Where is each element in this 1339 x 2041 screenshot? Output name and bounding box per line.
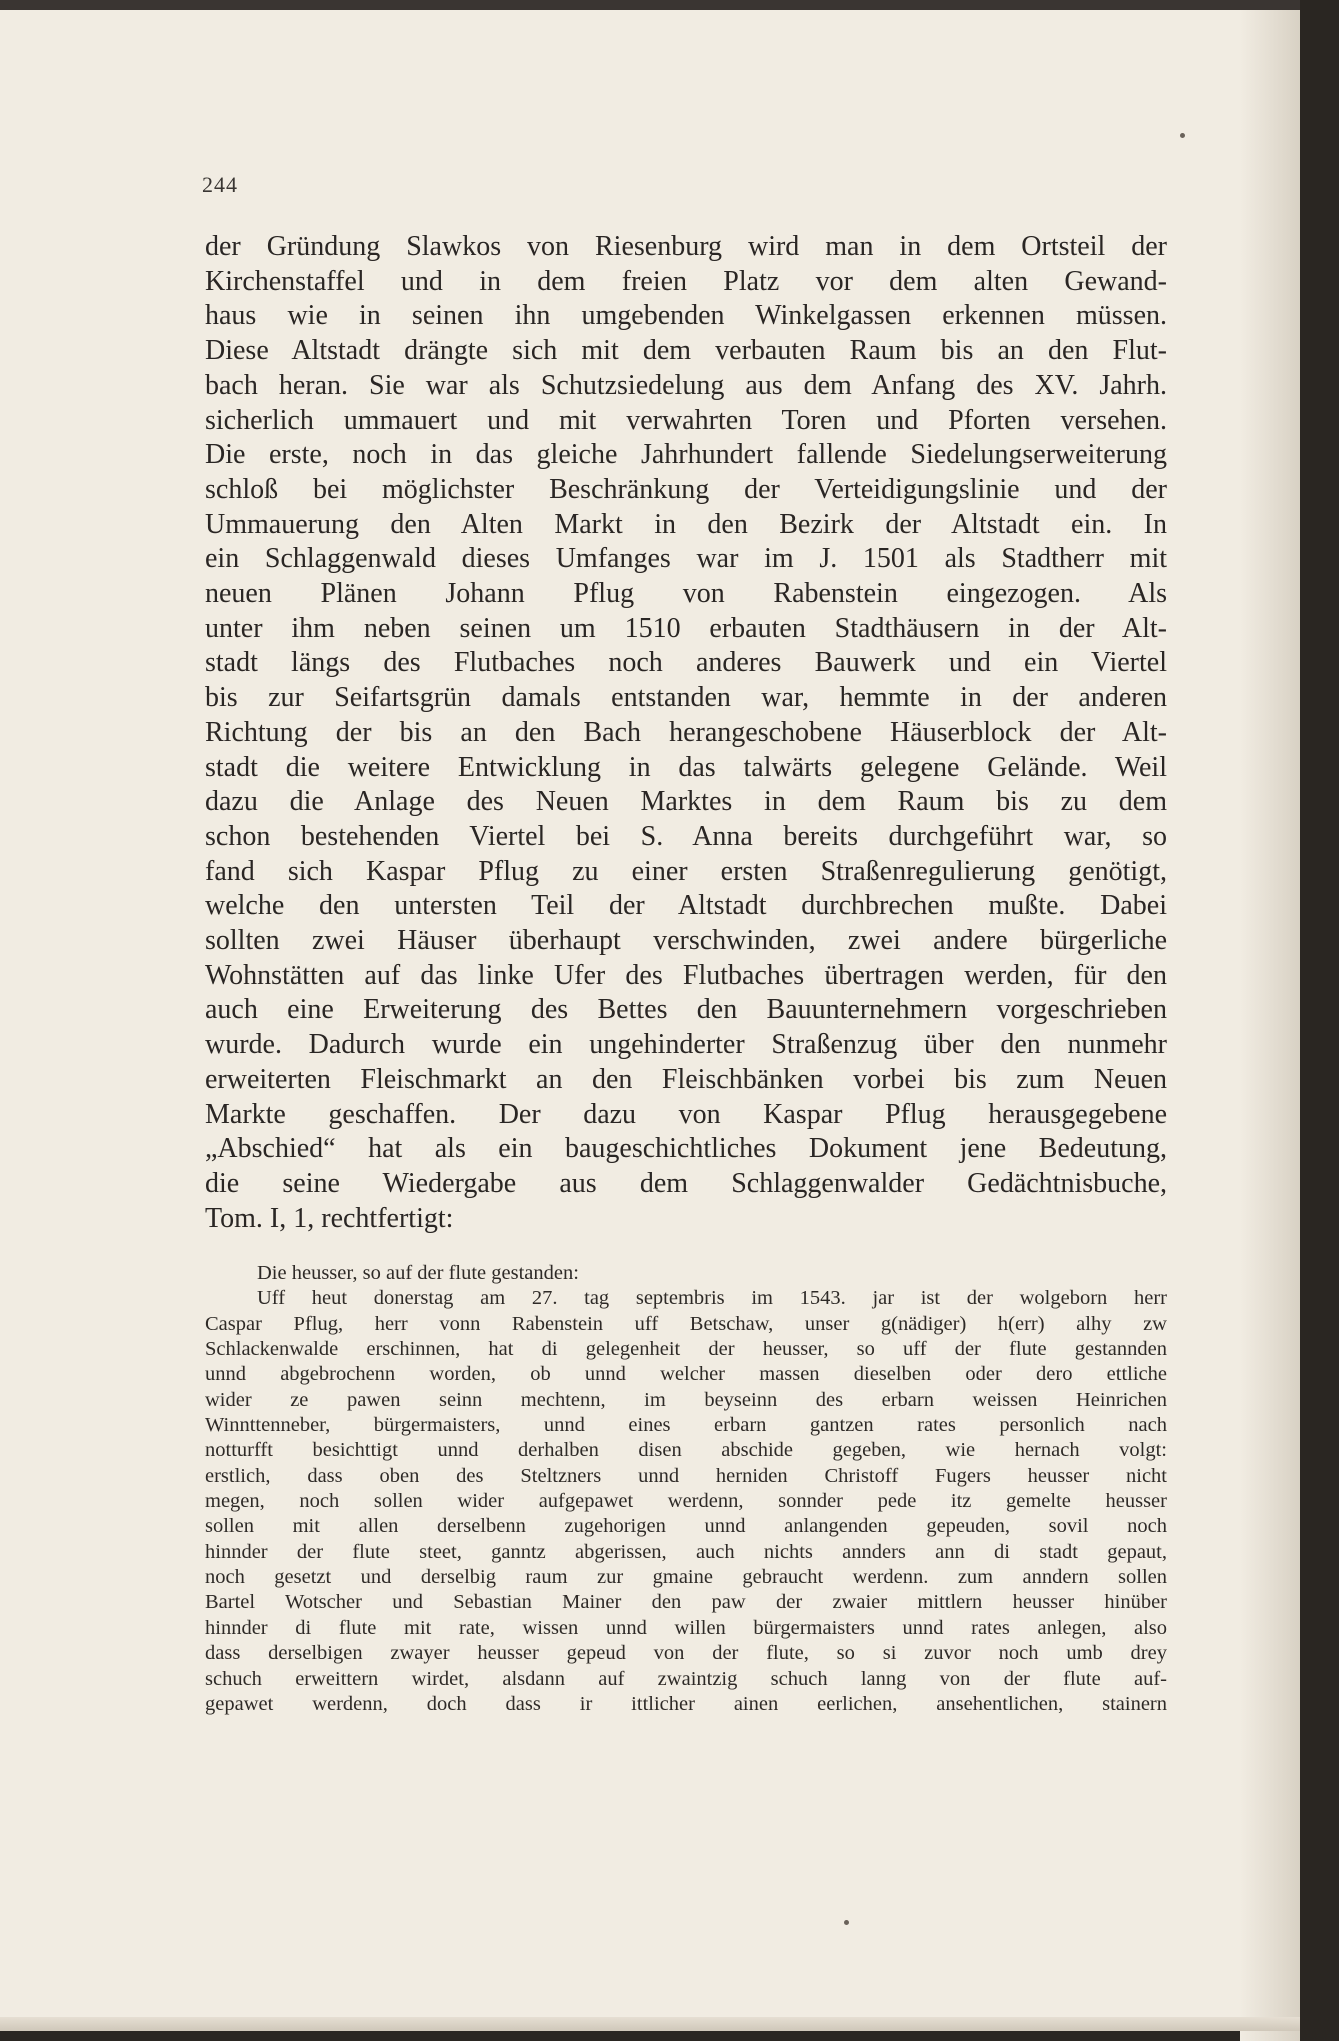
main-text [205,230,1167,1236]
text-line: bach heran. Sie war als Schutzsiedelung aus dem Anfang des XV. Jahrh. [205,369,1167,401]
quote-line: Uff heut donerstag am 27. tag septembris im 1543. jar ist der wolgeborn herr [257,1287,1167,1310]
text-line: sicherlich ummauert und mit verwahrten Toren und Pforten versehen. [205,404,1167,436]
page-bottom-edge [0,2017,1300,2031]
quote-line: Bartel Wotscher und Sebastian Mainer den paw der zwaier mittlern heusser hinüber [205,1591,1167,1614]
text-line: Wohnstätten auf das linke Ufer des Flutbaches übertragen werden, für den [205,959,1167,991]
quote-line: erstlich, dass oben des Steltzners unnd herniden Christoff Fugers heusser nicht [205,1464,1167,1487]
text-line: Kirchenstaffel und in dem freien Platz vor dem alten Gewand- [205,265,1167,297]
page-number: 244 [202,172,238,197]
quote-heading: Die heusser, so auf der flute gestanden: [257,1262,579,1284]
text-line: erweiterten Fleischmarkt an den Fleischbänken vorbei bis zum Neuen [205,1063,1167,1095]
quoted-document [205,1261,1167,1717]
text-line: ein Schlaggenwald dieses Umfanges war im J. 1501 als Stadtherr mit [205,543,1167,575]
quote-line: noch gesetzt und derselbig raum zur gmaine gebraucht werdenn. zum anndern sollen [205,1566,1167,1589]
quote-line: schuch erweittern wirdet, alsdann auf zwaintzig schuch lanng von der flute auf- [205,1667,1167,1690]
quote-line: wider ze pawen seinn mechtenn, im beyseinn des erbarn weissen Heinrichen [205,1388,1167,1411]
text-line: schon bestehenden Viertel bei S. Anna bereits durchgeführt war, so [205,820,1167,852]
text-line: Richtung der bis an den Bach herangeschobene Häuserblock der Alt- [205,716,1167,748]
quote-line: sollen mit allen derselbenn zugehorigen unnd anlangenden gepeuden, sovil noch [205,1515,1167,1538]
text-line: wurde. Dadurch wurde ein ungehinderter Straßenzug über den nunmehr [205,1029,1167,1061]
text-line: bis zur Seifartsgrün damals entstanden war, hemmte in der anderen [205,682,1167,714]
text-line: stadt längs des Flutbaches noch anderes Bauwerk und ein Viertel [205,647,1167,679]
quote-line: unnd abgebrochenn worden, ob unnd welcher massen dieselben oder dero ettliche [205,1363,1167,1386]
text-line: Die erste, noch in das gleiche Jahrhundert fallende Siedelungserweiterung [205,439,1167,471]
quote-line: hinnder der flute steet, ganntz abgerissen, auch nichts annders ann di stadt gepaut, [205,1540,1167,1563]
text-line: Diese Altstadt drängte sich mit dem verbauten Raum bis an den Flut- [205,335,1167,367]
text-line: der Gründung Slawkos von Riesenburg wird man in dem Ortsteil der [205,231,1167,262]
text-line: schloß bei möglichster Beschränkung der Verteidigungslinie und der [205,473,1167,505]
text-line: auch eine Erweiterung des Bettes den Bauunternehmern vorgeschrieben [205,994,1167,1026]
text-line: unter ihm neben seinen um 1510 erbauten Stadthäusern in der Alt- [205,612,1167,644]
text-line: „Abschied“ hat als ein baugeschichtliches Dokument jene Bedeutung, [205,1133,1167,1165]
text-line: Ummauerung den Alten Markt in den Bezirk der Altstadt ein. In [205,508,1167,540]
quote-line: dass derselbigen zwayer heusser gepeud von der flute, so si zuvor noch umb drey [205,1642,1167,1665]
quote-line: notturfft besichttigt unnd derhalben disen abschide gegeben, wie hernach volgt: [205,1439,1167,1462]
print-speck [1180,133,1185,138]
text-line: welche den untersten Teil der Altstadt durchbrechen mußte. Dabei [205,890,1167,922]
text-line: dazu die Anlage des Neuen Marktes in dem Raum bis zu dem [205,786,1167,818]
text-line: Markte geschaffen. Der dazu von Kaspar Pflug herausgegebene [205,1098,1167,1130]
print-speck [844,1920,849,1925]
text-line: Tom. I, 1, rechtfertigt: [205,1202,454,1234]
text-line: die seine Wiedergabe aus dem Schlaggenwalder Gedächtnisbuche, [205,1167,1167,1199]
text-line: sollten zwei Häuser überhaupt verschwinden, zwei andere bürgerliche [205,925,1167,957]
quote-line: megen, noch sollen wider aufgepawet werdenn, sonnder pede itz gemelte heusser [205,1490,1167,1513]
quote-line: Winnttenneber, bürgermaisters, unnd eines erbarn gantzen rates personlich nach [205,1414,1167,1437]
text-line: fand sich Kaspar Pflug zu einer ersten Straßenregulierung genötigt, [205,855,1167,887]
text-line: haus wie in seinen ihn umgebenden Winkelgassen erkennen müssen. [205,300,1167,332]
text-line: stadt die weitere Entwicklung in das talwärts gelegene Gelände. Weil [205,751,1167,783]
quote-line: Caspar Pflug, herr vonn Rabenstein uff Betschaw, unser g(nädiger) h(err) alhy zw [205,1312,1167,1335]
quote-line: hinnder di flute mit rate, wissen unnd willen bürgermaisters unnd rates anlegen, also [205,1616,1167,1639]
page-gutter-shadow [1240,10,1300,2041]
quote-line: gepawet werdenn, doch dass ir ittlicher ainen eerlichen, ansehentlichen, stainern [205,1692,1167,1715]
text-line: neuen Plänen Johann Pflug von Rabenstein eingezogen. Als [205,578,1167,610]
quote-line: Schlackenwalde erschinnen, hat di gelegenheit der heusser, so uff der flute gestannden [205,1338,1167,1361]
